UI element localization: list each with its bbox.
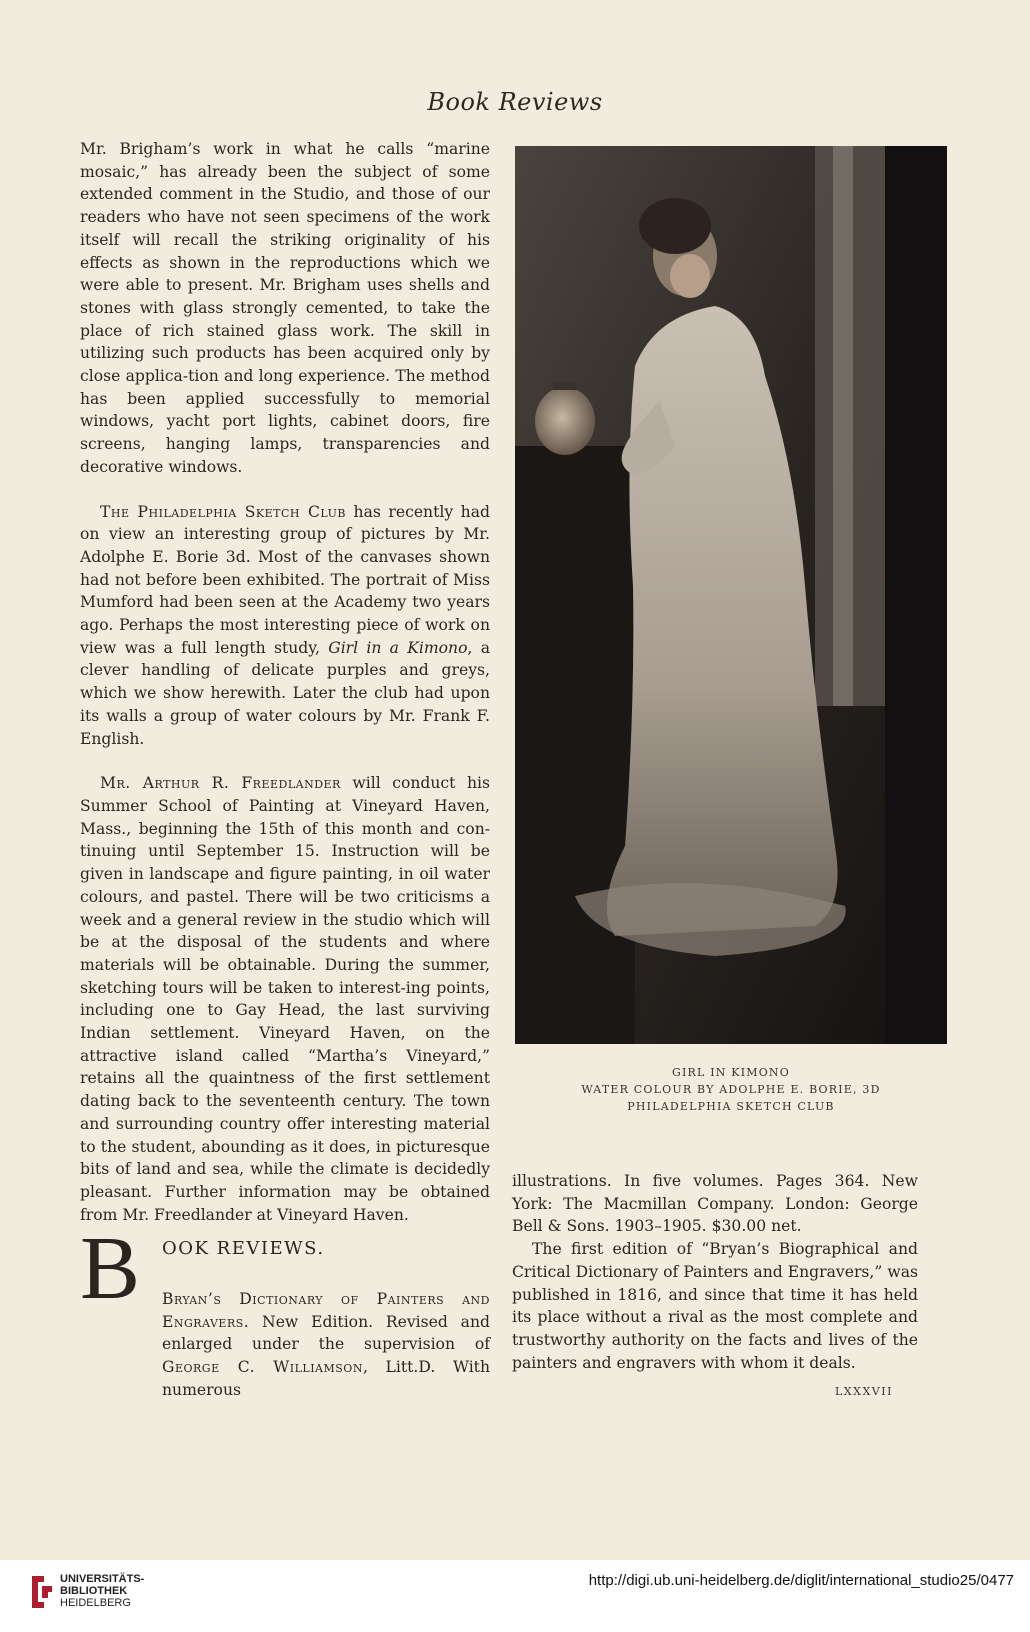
plate-girl-in-kimono (515, 146, 947, 1044)
footer-bar (0, 1560, 1030, 1632)
lead-sketch-club: The Philadelphia Sketch Club (100, 502, 346, 521)
painting-title: Girl in a Kimono (328, 638, 468, 657)
review-body: The first edition of “Bryan’s Biographical and Critical Dictionary of Painters and Engravers,” was published in 1816, and since that time it has held its place without a rival as the most complete and trustworthy authority on the facts and lives of the painters and engravers with whom it deals. (512, 1240, 918, 1372)
page-number: LXXXVII (835, 1385, 893, 1398)
section-title: OOK REVIEWS. (162, 1238, 325, 1259)
painting-illustration (515, 146, 947, 1044)
sketch-club-text-a: has recently had on view an interesting group of pictures by Mr. Adolphe E. Borie 3d. Most of the canvases shown had not before been exhibited. The portrait of Miss Mumford had been seen at the Academy two years ago. Perhaps the most interesting piece of work on view was a full length study, (80, 502, 490, 657)
library-line-2: BIBLIOTHEK (60, 1585, 128, 1597)
source-url[interactable]: http://digi.ub.uni-heidelberg.de/diglit/international_studio25/0477 (588, 1572, 1014, 1589)
paragraph-freedlander (80, 772, 490, 1226)
lead-freedlander: Mr. Arthur R. Freedlander (100, 774, 341, 793)
drop-cap: B (80, 1219, 141, 1318)
book-edition: New Edition. Revised and enlarged under the supervision of (162, 1312, 490, 1354)
plate-caption (515, 1064, 947, 1115)
library-line-3: HEIDELBERG (60, 1597, 131, 1609)
library-line-1: UNIVERSITÄTS- (60, 1573, 145, 1585)
library-name (60, 1573, 144, 1609)
caption-title: GIRL IN KIMONO (672, 1066, 790, 1079)
review-continuation: illustrations. In five volumes. Pages 364. New York: The Macmillan Company. London: George Bell & Sons. 1903–1905. $30.00 net. (512, 1172, 918, 1236)
right-column (512, 1170, 918, 1374)
left-column (80, 138, 490, 1226)
paragraph-brigham: Mr. Brigham’s work in what he calls “marine mosaic,” has already been the subject of some extended comment in the Studio, and those of our readers who have not seen specimens of the work itself will recall the striking originality of his effects as shown in the reproductions which we were able to present. Mr. Brigham uses shells and stones with glass strongly cemented, to take the place of rich stained glass work. The skill in utilizing such products has been acquired only by close applica-tion and long experience. The method has been applied successfully to memorial windows, yacht port lights, cabinet doors, fire screens, hanging lamps, transparencies and decorative windows. (80, 140, 490, 476)
caption-collection: PHILADELPHIA SKETCH CLUB (627, 1100, 835, 1113)
paragraph-sketch-club (80, 501, 490, 751)
book-title: Bryan’s Dictionary of Painters and Engravers. (162, 1290, 490, 1331)
library-logo-icon (28, 1572, 56, 1612)
review-entry (80, 1288, 490, 1402)
review-entry-text (80, 1288, 490, 1402)
freedlander-text: will conduct his Summer School of Painting at Vineyard Haven, Mass., beginning the 15th of this month and con-tinuing until September 15. Instruction will be given in landscape and figure painting, in oil water colours, and pastel. There will be two criticisms a week and a general review in the studio which will be at the disposal of the students and where materials will be obtainable. During the summer, sketching tours will be taken to interest-ing points, including one to Gay Head, the last surviving Indian settlement. Vineyard Haven, on the attractive island called “Martha’s Vineyard,” retains all the quaintness of the first settlement dating back to the seventeenth century. The town and surrounding country offer interesting material to the student, abounding as it does, in picturesque bits of land and sea, while the climate is decidedly pleasant. Further information may be obtained from Mr. Freedlander at Vineyard Haven. (80, 774, 490, 1224)
caption-medium: WATER COLOUR BY ADOLPHE E. BORIE, 3D (581, 1083, 881, 1096)
running-title: Book Reviews (427, 88, 603, 116)
book-editor: George C. Williamson (162, 1358, 363, 1377)
sketch-club-text-b: , a clever handling of delicate purples and greys, which we show herewith. Later the club had upon its walls a group of water colours by Mr. Frank F. English. (80, 638, 491, 748)
book-credits: , Litt.D. With numerous (162, 1358, 490, 1399)
